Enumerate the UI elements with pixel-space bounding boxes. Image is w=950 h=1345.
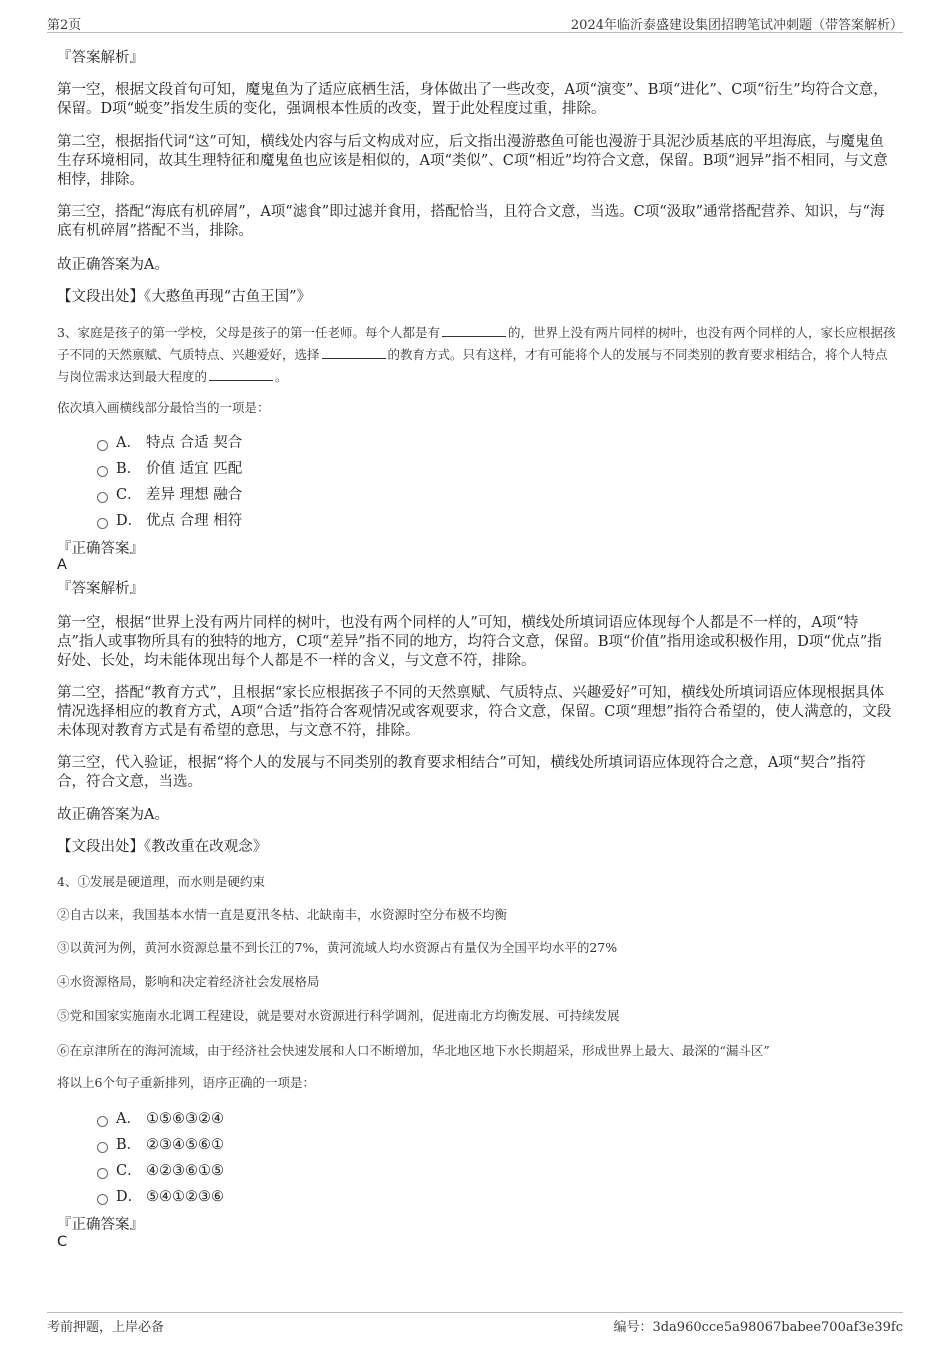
- sentence-item: ③以黄河为例，黄河水资源总量不到长江的7%，黄河流域人均水资源占有量仅为全国平均水平的27%: [57, 940, 618, 955]
- blank-line: [442, 324, 506, 337]
- radio-button[interactable]: [97, 1142, 108, 1153]
- answer-label: 『正确答案』: [57, 541, 144, 557]
- blank-line: [209, 368, 273, 381]
- option-c[interactable]: C． ④②③⑥①⑤: [97, 1162, 224, 1181]
- sentence-item: 4、①发展是硬道理，而水则是硬约束: [57, 874, 265, 889]
- radio-button[interactable]: [97, 440, 108, 451]
- option-b[interactable]: B． ②③④⑤⑥①: [97, 1136, 224, 1155]
- page-footer: [47, 1312, 903, 1335]
- analysis-paragraph: 第二空，搭配“教育方式”，且根据“家长应根据孩子不同的天然禀赋、气质特点、兴趣爱好”可知，横线处所填词语应体现根据具体情况选择相应的教育方式，A项“合适”指符合客观情况或客观要求，符合文意，保留。C项“理想”指符合希望的，使人满意的，文段未体现对教育方式是有希望的意思，与文意不符，排除。: [57, 685, 892, 739]
- radio-button[interactable]: [97, 1194, 108, 1205]
- correct-answer: A: [57, 557, 67, 573]
- conclusion: 故正确答案为A。: [57, 257, 169, 273]
- page-header: [47, 12, 903, 33]
- radio-button[interactable]: [97, 492, 108, 503]
- answer-label: 『正确答案』: [57, 1217, 144, 1233]
- question-stem: 3、家庭是孩子的第一学校，父母是孩子的第一任老师。每个人都是有 的，世界上没有两片同样的树叶，也没有两个同样的人，家长应根据孩子不同的天然禀赋、气质特点、兴趣爱好，选择 的教育方式。只有这样，才有可能将个人的发展与不同类别的教育要求相结合，将个人特点与岗位需求达到最大程度的 。: [57, 325, 896, 384]
- radio-button[interactable]: [97, 466, 108, 477]
- question-instruction: 依次填入画横线部分最恰当的一项是：: [57, 400, 270, 415]
- page-number: 第2页: [47, 18, 82, 33]
- option-c[interactable]: C． 差异 理想 融合: [97, 486, 242, 505]
- analysis-label: 『答案解析』: [57, 50, 144, 66]
- option-d[interactable]: D． ⑤④①②③⑥: [97, 1188, 224, 1207]
- analysis-paragraph: 第三空，搭配“海底有机碎屑”，A项“滤食”即过滤并食用，搭配恰当，且符合文意，当选。C项“汲取”通常搭配营养、知识，与“海底有机碎屑”搭配不当，排除。: [57, 204, 885, 239]
- option-b[interactable]: B． 价值 适宜 匹配: [97, 460, 242, 479]
- document-title: 2024年临沂泰盛建设集团招聘笔试冲刺题（带答案解析）: [570, 18, 903, 33]
- source-citation: 【文段出处】《教改重在改观念》: [57, 839, 268, 855]
- sentence-item: ⑥在京津所在的海河流域，由于经济社会快速发展和人口不断增加，华北地区地下水长期超采，形成世界上最大、最深的“漏斗区”: [57, 1043, 770, 1058]
- radio-button[interactable]: [97, 1116, 108, 1127]
- sentence-item: ④水资源格局，影响和决定着经济社会发展格局: [57, 974, 320, 989]
- correct-answer: C: [57, 1234, 68, 1250]
- option-d[interactable]: D． 优点 合理 相符: [97, 512, 242, 531]
- analysis-paragraph: 第二空，根据指代词“这”可知，横线处内容与后文构成对应，后文指出漫游憨鱼可能也漫游于具泥沙质基底的平坦海底，与魔鬼鱼生存环境相同，故其生理特征和魔鬼鱼也应该是相似的，A项“类似”、C项“相近”均符合文意，保留。B项“迥异”指不相同，与文意相悖，排除。: [57, 134, 888, 188]
- analysis-paragraph: 第三空，代入验证，根据“将个人的发展与不同类别的教育要求相结合”可知，横线处所填词语应体现符合之意，A项“契合”指符合，符合文意，当选。: [57, 755, 866, 790]
- source-citation: 【文段出处】《大憨鱼再现“古鱼王国”》: [57, 289, 312, 305]
- option-a[interactable]: A． 特点 合适 契合: [97, 434, 242, 453]
- radio-button[interactable]: [97, 1168, 108, 1179]
- analysis-label: 『答案解析』: [57, 581, 144, 597]
- radio-button[interactable]: [97, 518, 108, 529]
- analysis-paragraph: 第一空，根据文段首句可知，魔鬼鱼为了适应底栖生活，身体做出了一些改变，A项“演变”、B项“进化”、C项“衍生”均符合文意，保留。D项“蜕变”指发生质的变化，强调根本性质的改变，置于此处程度过重，排除。: [57, 82, 888, 117]
- analysis-paragraph: 第一空，根据“世界上没有两片同样的树叶，也没有两个同样的人”可知，横线处所填词语应体现每个人都是不一样的，A项“特点”指人或事物所具有的独特的地方，C项“差异”指不同的地方，均符合文意，保留。B项“价值”指用途或积极作用，D项“优点”指好处、长处，均未能体现出每个人都是不一样的含义，与文意不符，排除。: [57, 615, 882, 669]
- option-a[interactable]: A． ①⑤⑥③②④: [97, 1110, 224, 1129]
- sentence-item: ②自古以来，我国基本水情一直是夏汛冬枯、北缺南丰，水资源时空分布极不均衡: [57, 907, 508, 922]
- document-id: 编号：3da960cce5a98067babee700af3e39fc: [613, 1320, 903, 1335]
- sentence-item: ⑤党和国家实施南水北调工程建设，就是要对水资源进行科学调剂，促进南北方均衡发展、可持续发展: [57, 1008, 620, 1023]
- footer-slogan: 考前押题，上岸必备: [47, 1320, 165, 1335]
- question-instruction: 将以上6个句子重新排列，语序正确的一项是：: [57, 1075, 315, 1090]
- conclusion: 故正确答案为A。: [57, 807, 169, 823]
- blank-line: [322, 346, 386, 359]
